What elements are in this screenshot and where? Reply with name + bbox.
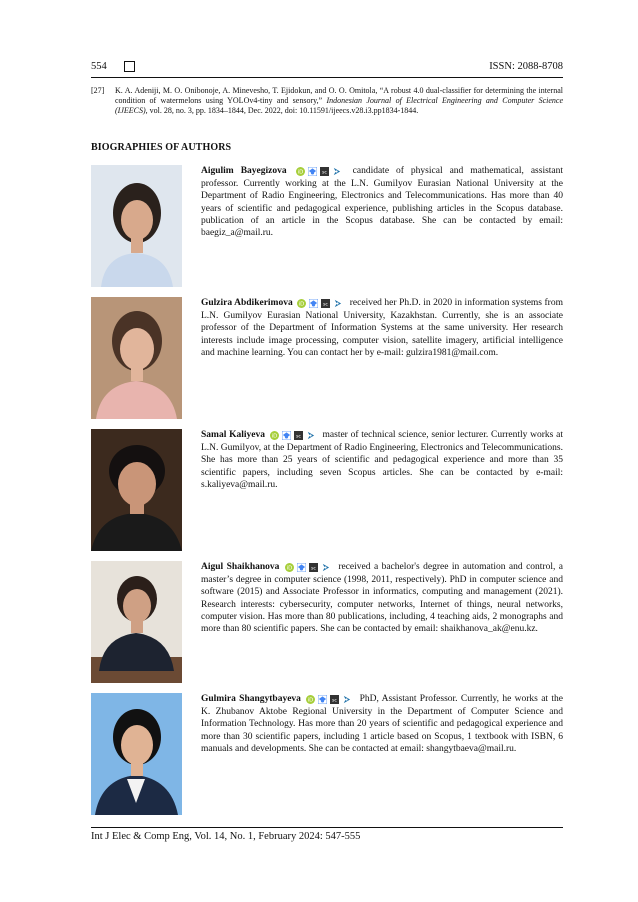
author-name: Gulzira Abdikerimova: [201, 298, 293, 308]
google-scholar-icon[interactable]: [309, 299, 318, 308]
profile-icons: [285, 562, 333, 574]
svg-text:iD: iD: [307, 697, 314, 704]
page-number: 554: [91, 61, 107, 72]
author-bio-text: [201, 561, 563, 635]
author-description: master of technical science, senior lecturer. Currently works at L.N. Gumilyov, at the Department of Radio Engineering, Electronics and Telecommunications. She has more than 25 years of scientific and pedagogical experience and more than 35 scientific papers, including seven Scopus articles. She can be contacted by e-mail: s.kaliyeva@mail.ru.: [201, 430, 563, 490]
researcherid-icon[interactable]: [332, 167, 341, 176]
reference-journal: Indonesian Journal of Electrical Engineering and Computer Science (IJEECS): [115, 96, 564, 115]
researcherid-icon[interactable]: [321, 563, 330, 572]
page-header: [91, 60, 563, 76]
scopus-icon[interactable]: [330, 695, 339, 704]
orcid-icon[interactable]: [296, 167, 305, 176]
author-bio-text: [201, 429, 563, 491]
author-photo: [91, 429, 182, 551]
author-bio-text: [201, 297, 563, 359]
svg-text:iD: iD: [297, 169, 303, 176]
researcherid-icon[interactable]: [333, 299, 342, 308]
reference-text: [115, 86, 563, 116]
google-scholar-icon[interactable]: [318, 695, 327, 704]
section-title: BIOGRAPHIES OF AUTHORS: [91, 142, 232, 153]
orcid-icon[interactable]: [270, 431, 279, 440]
google-scholar-icon[interactable]: [282, 431, 291, 440]
svg-text:sc: sc: [323, 302, 329, 308]
author-name: Gulmira Shangytbayeva: [201, 694, 301, 704]
author-name: Aigulim Bayegizova: [201, 166, 287, 176]
header-rule: [91, 77, 563, 78]
svg-text:sc: sc: [332, 698, 338, 704]
google-scholar-icon[interactable]: [297, 563, 306, 572]
scopus-icon[interactable]: [294, 431, 303, 440]
profile-icons: [296, 166, 344, 178]
author-name: Aigul Shaikhanova: [201, 562, 280, 572]
svg-text:iD: iD: [271, 433, 278, 440]
reference-authors-title: K. A. Adeniji, M. O. Onibonoje, A. Minevesho, T. Ejidokun, and O. O. Omitola, “A robust 4.0 dual-classifier for determining the internal condition of watermelons using YOLOv4-tiny and sensory,”: [115, 86, 563, 105]
orcid-icon[interactable]: [306, 695, 315, 704]
footer-rule: [91, 827, 563, 828]
profile-icons: [297, 298, 345, 310]
author-description: PhD, Assistant Professor. Currently, he works at the K. Zhubanov Aktobe Regional University in the Department of Computer Science and Information Technology. Has more than 20 years of scientific and pedagogical experience and more than 30 scientific papers, including 1 article based on Scopus, 1 textbook with ISBN, 6 manuals and developments. She can be contacted at email: shangytbaeva@mail.ru.: [201, 694, 563, 754]
google-scholar-icon[interactable]: [308, 167, 317, 176]
svg-text:iD: iD: [298, 301, 305, 308]
square-icon: [124, 61, 135, 72]
svg-text:sc: sc: [321, 170, 327, 176]
author-description: received a bachelor's degree in automation and control, a master’s degree in computer science (1998, 2011, respectively). PhD in computer science and software (2015) and Associate Professor in informatics, computing and management (2021). Research interests: cybersecurity, computer networks, Internet of things, neural networks, computer vision. Has more than 80 publications, including, 4 teaching aids, 2 monographs and more than 80 scientific papers. She can be contacted by email: shaikhanova_ak@enu.kz.: [201, 562, 564, 635]
svg-text:iD: iD: [286, 565, 293, 572]
scopus-icon[interactable]: [309, 563, 318, 572]
orcid-icon[interactable]: [297, 299, 306, 308]
author-photo: [91, 561, 182, 683]
scopus-icon[interactable]: [321, 299, 330, 308]
svg-text:sc: sc: [310, 566, 316, 572]
scopus-icon[interactable]: [320, 167, 329, 176]
author-photo: [91, 165, 182, 287]
reference-tail: , vol. 28, no. 3, pp. 1834–1844, Dec. 2022, doi: 10.11591/ijeecs.v28.i3.pp1834-1844.: [145, 106, 419, 115]
author-name: Samal Kaliyeva: [201, 430, 265, 440]
page-footer: Int J Elec & Comp Eng, Vol. 14, No. 1, February 2024: 547-555: [91, 831, 361, 842]
researcherid-icon[interactable]: [306, 431, 315, 440]
researcherid-icon[interactable]: [342, 695, 351, 704]
profile-icons: [306, 694, 354, 706]
author-description: candidate of physical and mathematical, assistant professor. Currently working at the L.N. Gumilyov Eurasian National University at the Department of Radio Engineering, Electronics and Telecommunications. Has more than 40 years of scientific and pedagogical experience, publishing articles in the Scopus database. publication of an article in the Scopus database. She can be contacted by email: baegiz_a@mail.ru.: [201, 166, 564, 239]
author-photo: [91, 693, 182, 815]
author-bio-text: [201, 165, 563, 239]
author-photo: [91, 297, 182, 419]
reference-number: [27]: [91, 86, 105, 95]
author-description: received her Ph.D. in 2020 in information systems from L.N. Gumilyov Eurasian National University, Kazakhstan. Currently, she is an associate professor of the Department of Information Systems at the same university. Her research interests include image processing, computer vision, satellite imagery, artificial intelligence and machine learning. You can contact her by e-mail: gulzira1981@mail.com.: [201, 298, 563, 358]
author-bio-text: [201, 693, 563, 755]
orcid-icon[interactable]: [285, 563, 294, 572]
issn: ISSN: 2088-8708: [489, 61, 563, 72]
profile-icons: [270, 430, 318, 442]
reference-entry: [91, 86, 563, 116]
svg-text:sc: sc: [295, 434, 301, 440]
